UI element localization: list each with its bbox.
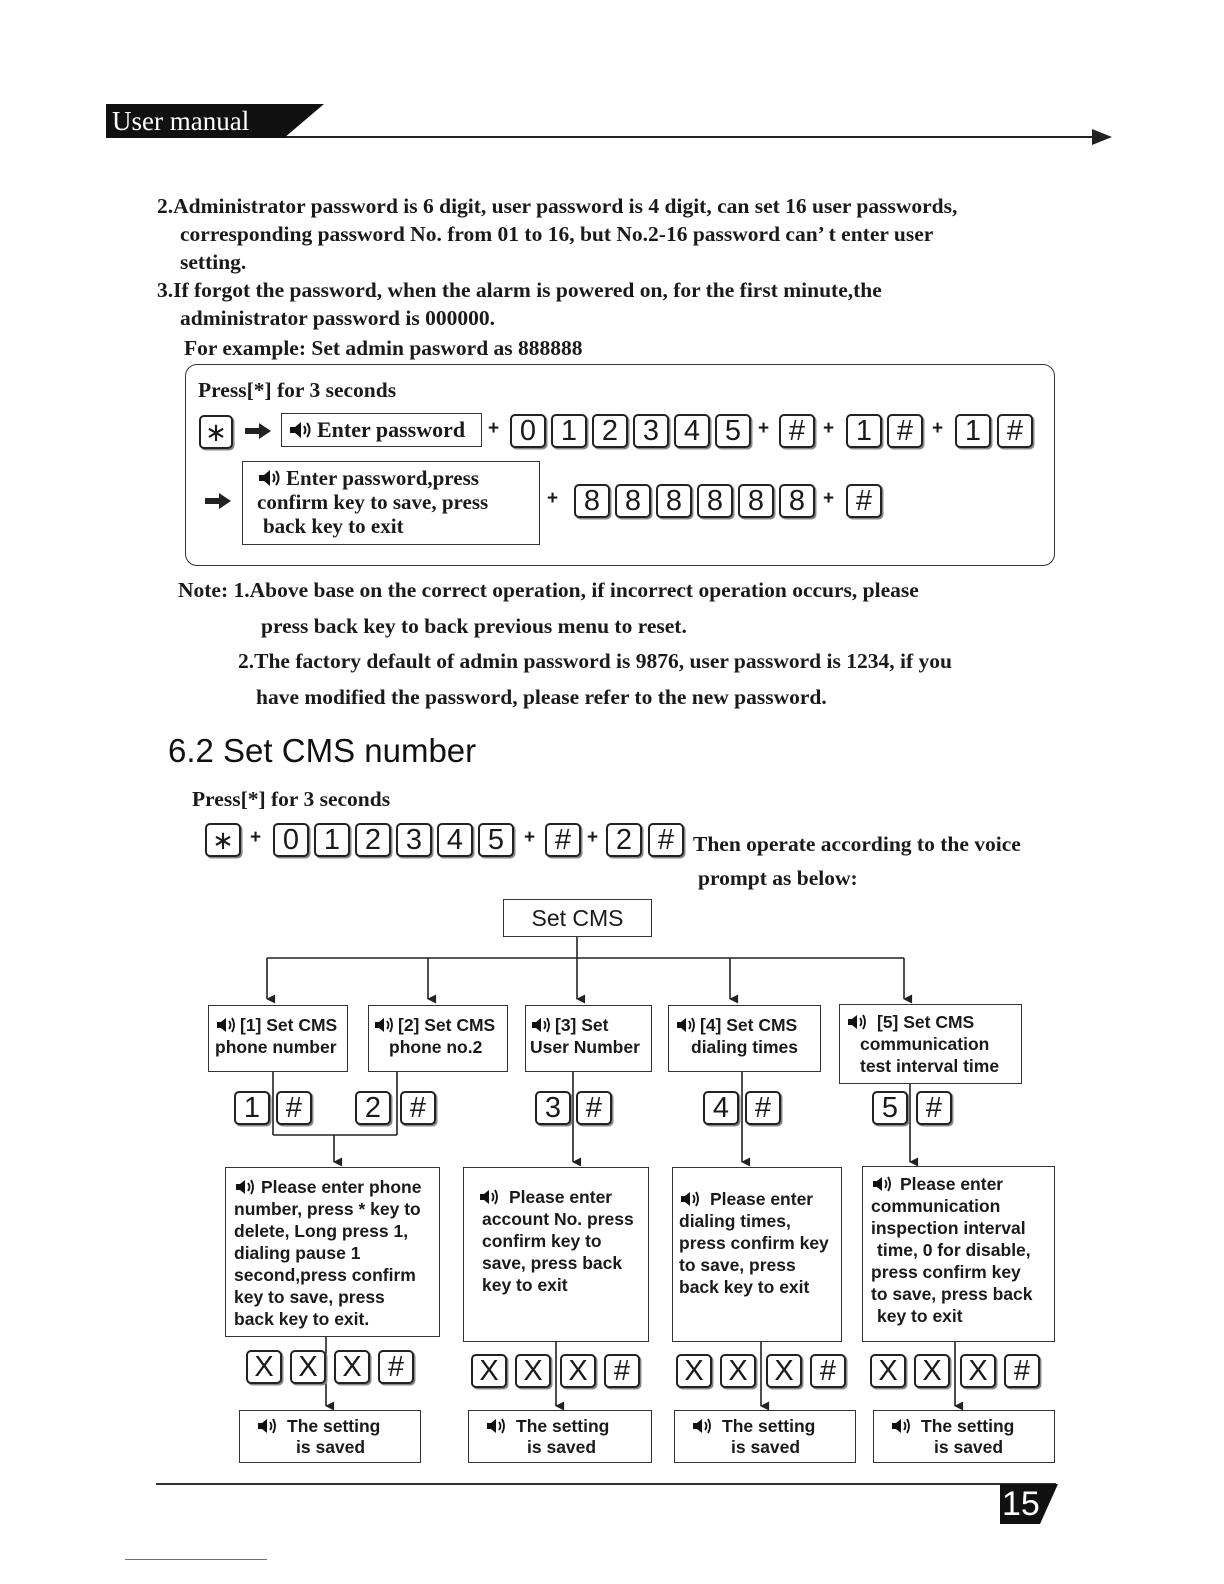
key-x: X <box>560 1354 596 1388</box>
page-number: 15 <box>1002 1485 1040 1523</box>
prompt-2-line-1 <box>478 1186 648 1208</box>
saved-box-3 <box>674 1410 856 1463</box>
key-hash: # <box>846 484 882 518</box>
prompt-4-line-6: to save, press back <box>871 1284 1033 1304</box>
key-x: X <box>676 1354 712 1388</box>
section-title: 6.2 Set CMS number <box>168 732 477 769</box>
speaker-icon <box>871 1175 897 1193</box>
option-5-label: [5] Set CMS <box>877 1012 975 1032</box>
key-2: 2 <box>606 823 642 857</box>
prompt-1-line-2: number, press * key to <box>234 1199 421 1219</box>
option-3-line-2: User Number <box>530 1037 640 1057</box>
para-3-line-1: 3.If forgot the password, when the alarm is powered on, for the first minute,the <box>157 278 882 302</box>
option-4-line-2: dialing times <box>691 1037 798 1057</box>
key-star: ∗ <box>199 415 233 449</box>
speaker-icon <box>890 1417 918 1435</box>
key-x: X <box>246 1350 282 1384</box>
key-x: X <box>870 1354 906 1388</box>
option-2-label: [2] Set CMS <box>398 1015 496 1035</box>
saved-box-4 <box>873 1410 1055 1463</box>
key-1: 1 <box>234 1091 270 1125</box>
key-hash: # <box>745 1091 781 1125</box>
note-line-3: 2.The factory default of admin password is 9876, user password is 1234, if you <box>238 649 952 673</box>
para-3-line-2: administrator password is 000000. <box>180 306 495 330</box>
key-8: 8 <box>738 484 774 518</box>
bottom-link-underline <box>125 1559 267 1560</box>
prompt-4-line-7: key to exit <box>877 1306 963 1326</box>
prompt-3-line-3: press confirm key <box>679 1233 829 1253</box>
prompt-1-line-5: second,press confirm <box>234 1265 416 1285</box>
plus-sign: + <box>932 418 944 439</box>
option-box-1 <box>208 1005 348 1072</box>
prompt-1-line-4: dialing pause 1 <box>234 1243 361 1263</box>
key-5: 5 <box>872 1091 908 1125</box>
key-x: X <box>766 1354 802 1388</box>
key-2: 2 <box>355 823 391 857</box>
key-8: 8 <box>615 484 651 518</box>
speaker-icon <box>691 1417 719 1435</box>
prompt-1-line-3: delete, Long press 1, <box>234 1221 409 1241</box>
key-hash: # <box>887 414 923 448</box>
note-line-1: Note: 1.Above base on the correct operation, if incorrect operation occurs, please <box>178 578 919 602</box>
option-3-line-1 <box>530 1014 651 1036</box>
prompt-2-line-2: account No. press <box>482 1209 634 1229</box>
key-x: X <box>515 1354 551 1388</box>
key-3: 3 <box>535 1091 571 1125</box>
key-8: 8 <box>697 484 733 518</box>
prompt-3-text: Please enter <box>710 1189 814 1209</box>
saved-1-line-1 <box>256 1416 420 1437</box>
option-3-label: [3] Set <box>555 1015 609 1035</box>
prompt-line-3: back key to exit <box>263 514 404 538</box>
plus-sign: + <box>823 488 835 509</box>
option-box-3 <box>525 1005 652 1072</box>
key-1: 1 <box>551 414 587 448</box>
prompt-box-account <box>463 1167 649 1342</box>
plus-sign: + <box>758 418 770 439</box>
key-hash: # <box>648 823 684 857</box>
speaker-icon <box>256 1417 284 1435</box>
plus-sign: + <box>823 418 835 439</box>
para-2-line-2: corresponding password No. from 01 to 16, but No.2-16 password can’ t enter user <box>180 222 934 246</box>
saved-1-text: The setting <box>287 1416 381 1436</box>
key-2: 2 <box>592 414 628 448</box>
key-hash: # <box>576 1091 612 1125</box>
prompt-box-interval <box>862 1166 1055 1342</box>
key-hash: # <box>378 1350 414 1384</box>
prompt-1-line-7: back key to exit. <box>234 1309 370 1329</box>
key-8: 8 <box>779 484 815 518</box>
key-hash: # <box>276 1091 312 1125</box>
key-1: 1 <box>955 414 991 448</box>
key-8: 8 <box>574 484 610 518</box>
para-2-line-1: 2.Administrator password is 6 digit, user password is 4 digit, can set 16 user passwords, <box>157 194 958 218</box>
prompt-3-line-2: dialing times, <box>679 1211 791 1231</box>
prompt-4-line-1 <box>871 1173 1054 1195</box>
speaker-icon <box>478 1188 506 1206</box>
saved-3-text: The setting <box>722 1416 816 1436</box>
speaker-icon <box>373 1016 395 1034</box>
prompt-2-line-3: confirm key to <box>482 1231 602 1251</box>
plus-sign: + <box>547 488 559 509</box>
saved-4-text: The setting <box>921 1416 1015 1436</box>
saved-2-line-2: is saved <box>527 1437 597 1457</box>
speaker-icon <box>234 1178 258 1196</box>
plus-sign: + <box>250 827 262 848</box>
prompt-2-line-5: key to exit <box>482 1275 568 1295</box>
prompt-2-text: Please enter <box>509 1187 613 1207</box>
saved-box-1 <box>239 1410 421 1463</box>
prompt-box-dialing <box>672 1167 842 1342</box>
prompt-line-2: confirm key to save, press <box>257 490 489 514</box>
key-3: 3 <box>633 414 669 448</box>
option-box-4 <box>668 1005 821 1072</box>
key-8: 8 <box>656 484 692 518</box>
key-4: 4 <box>437 823 473 857</box>
saved-4-line-1 <box>890 1416 1054 1437</box>
option-4-label: [4] Set CMS <box>700 1015 798 1035</box>
option-1-label: [1] Set CMS <box>240 1015 338 1035</box>
key-hash: # <box>604 1354 640 1388</box>
key-1: 1 <box>314 823 350 857</box>
example-label: For example: Set admin pasword as 888888 <box>184 336 583 360</box>
saved-box-2 <box>468 1410 652 1463</box>
key-hash: # <box>997 414 1033 448</box>
key-5: 5 <box>715 414 751 448</box>
option-1-line-1 <box>215 1014 347 1036</box>
option-2-line-2: phone no.2 <box>389 1037 483 1057</box>
header-title: User manual <box>112 106 250 136</box>
prompt-4-line-2: communication <box>871 1196 1001 1216</box>
option-4-line-1 <box>675 1014 820 1036</box>
speaker-icon <box>215 1016 237 1034</box>
enter-password-label: Enter password <box>317 417 466 442</box>
option-box-5 <box>839 1004 1022 1084</box>
prompt-1-line-1 <box>234 1176 439 1198</box>
prompt-3-line-1 <box>679 1188 841 1210</box>
prompt-box-phone <box>225 1167 440 1337</box>
saved-3-line-1 <box>691 1416 855 1437</box>
then-line-1: Then operate according to the voice <box>693 832 1021 856</box>
key-star: ∗ <box>205 823 241 857</box>
footer-rule <box>156 1483 1056 1485</box>
speaker-icon <box>530 1016 552 1034</box>
page-number-tab-corner <box>1040 1484 1058 1524</box>
key-hash: # <box>1004 1354 1040 1388</box>
then-line-2: prompt as below: <box>698 866 858 890</box>
option-2-line-1 <box>373 1014 507 1036</box>
prompt-4-line-4: time, 0 for disable, <box>877 1240 1031 1260</box>
plus-sign: + <box>488 418 500 439</box>
plus-sign: + <box>587 827 599 848</box>
saved-1-line-2: is saved <box>296 1437 366 1457</box>
set-cms-root-box: Set CMS <box>503 899 652 937</box>
note-line-2: press back key to back previous menu to reset. <box>261 614 687 638</box>
key-4: 4 <box>703 1091 739 1125</box>
option-box-2 <box>368 1005 508 1072</box>
speaker-icon <box>679 1190 707 1208</box>
example-press-text: Press[*] for 3 seconds <box>198 378 397 402</box>
key-2: 2 <box>355 1091 391 1125</box>
option-5-line-3: test interval time <box>860 1056 1000 1076</box>
key-hash: # <box>810 1354 846 1388</box>
key-3: 3 <box>396 823 432 857</box>
option-5-line-1 <box>846 1011 1021 1033</box>
key-x: X <box>290 1350 326 1384</box>
plus-sign: + <box>524 827 536 848</box>
key-0: 0 <box>273 823 309 857</box>
para-2-line-3: setting. <box>180 250 247 274</box>
option-1-line-2: phone number <box>215 1037 337 1057</box>
prompt-4-line-5: press confirm key <box>871 1262 1021 1282</box>
key-hash: # <box>545 823 581 857</box>
saved-4-line-2: is saved <box>934 1437 1004 1457</box>
prompt-2-line-4: save, press back <box>482 1253 623 1273</box>
key-5: 5 <box>478 823 514 857</box>
prompt-1-text: Please enter phone <box>261 1177 422 1197</box>
key-x: X <box>471 1354 507 1388</box>
prompt-3-line-5: back key to exit <box>679 1277 810 1297</box>
section-press-text: Press[*] for 3 seconds <box>192 787 391 811</box>
key-hash: # <box>400 1091 436 1125</box>
prompt-1-line-6: key to save, press <box>234 1287 385 1307</box>
key-1: 1 <box>846 414 882 448</box>
key-4: 4 <box>674 414 710 448</box>
key-hash: # <box>916 1091 952 1125</box>
speaker-icon <box>485 1417 513 1435</box>
speaker-icon <box>675 1016 697 1034</box>
note-line-4: have modified the password, please refer to the new password. <box>256 685 827 709</box>
prompt-3-line-4: to save, press <box>679 1255 796 1275</box>
speaker-icon <box>846 1013 874 1031</box>
key-x: X <box>960 1354 996 1388</box>
key-0: 0 <box>510 414 546 448</box>
saved-2-line-1 <box>485 1416 651 1437</box>
key-x: X <box>720 1354 756 1388</box>
prompt-text: Enter password,press <box>286 466 479 490</box>
prompt-4-line-3: inspection interval <box>871 1218 1026 1238</box>
key-hash: # <box>779 414 815 448</box>
saved-2-text: The setting <box>516 1416 610 1436</box>
prompt-4-text: Please enter <box>900 1174 1004 1194</box>
saved-3-line-2: is saved <box>731 1437 801 1457</box>
key-x: X <box>914 1354 950 1388</box>
option-5-line-2: communication <box>860 1034 990 1054</box>
key-x: X <box>334 1350 370 1384</box>
